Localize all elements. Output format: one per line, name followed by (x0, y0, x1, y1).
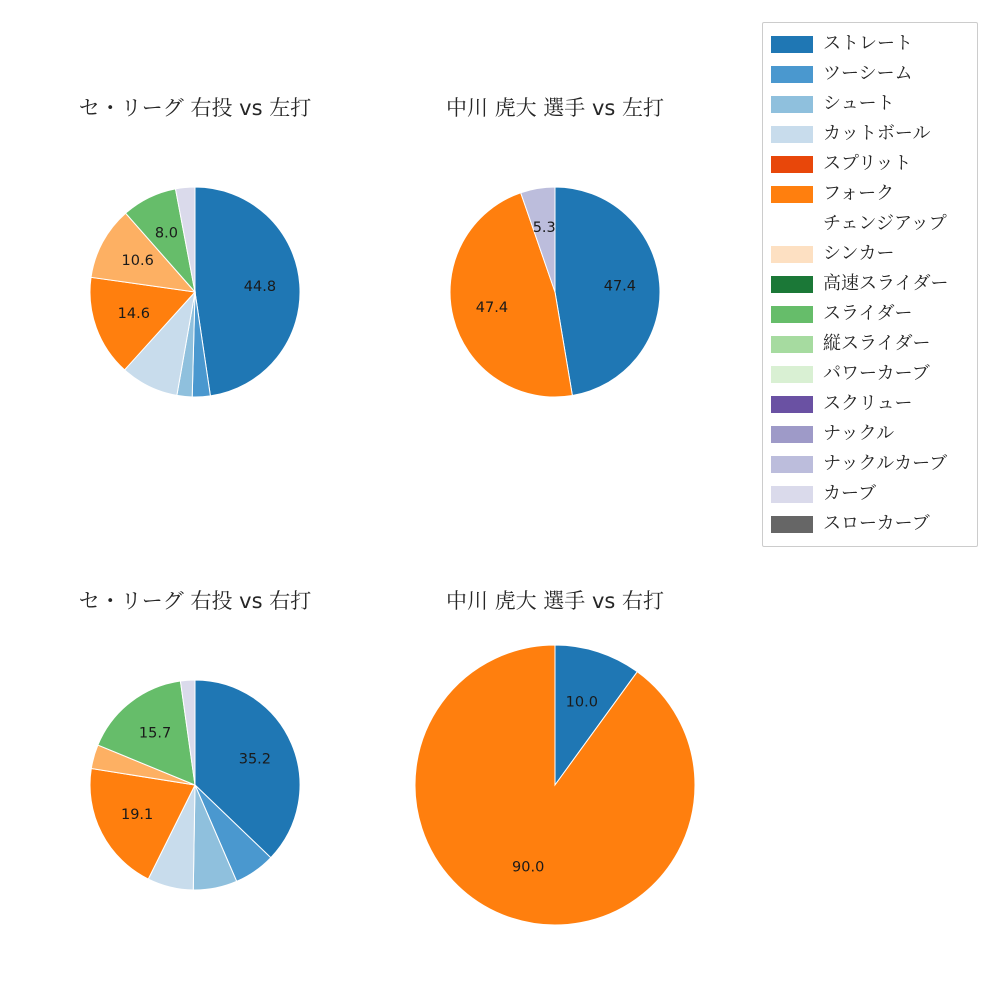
legend-item (771, 509, 969, 539)
legend-swatch-icon (771, 156, 813, 173)
legend-swatch-icon (771, 36, 813, 53)
chart-panel-1 (405, 92, 705, 472)
legend-item-label: スクリュー (823, 393, 913, 414)
legend-swatch-icon (771, 306, 813, 323)
pie-slice (415, 645, 695, 925)
legend-item-label: ツーシーム (823, 63, 913, 84)
chart-panel-2 (45, 585, 345, 965)
legend-swatch-icon (771, 276, 813, 293)
legend-item-label: パワーカーブ (823, 363, 930, 384)
legend-item (771, 209, 969, 239)
pie-slice-label: 5.3 (532, 219, 556, 236)
pitch-type-legend (762, 22, 978, 547)
legend-swatch-icon (771, 336, 813, 353)
chart-panel-0 (45, 92, 345, 472)
legend-item-label: チェンジアップ (823, 213, 947, 234)
legend-swatch-icon (771, 246, 813, 263)
legend-item-label: 縦スライダー (823, 333, 931, 354)
legend-item-label: フォーク (823, 183, 895, 204)
legend-item (771, 419, 969, 449)
legend-item (771, 179, 969, 209)
pie-slice-label: 90.0 (512, 859, 545, 876)
pie-slice-label: 35.2 (238, 751, 272, 768)
pie-slice-label: 15.7 (138, 725, 172, 742)
pie-chart-1 (405, 142, 705, 442)
legend-item (771, 89, 969, 119)
legend-item-label: シュート (823, 93, 895, 114)
legend-swatch-icon (771, 96, 813, 113)
legend-item (771, 29, 969, 59)
legend-swatch-icon (771, 216, 813, 233)
chart-title-3: 中川 虎大 選手 vs 右打 (445, 589, 665, 613)
legend-item (771, 269, 969, 299)
legend-item (771, 149, 969, 179)
legend-item-label: カットボール (823, 123, 931, 144)
chart-title-1: 中川 虎大 選手 vs 左打 (445, 96, 665, 120)
legend-item (771, 59, 969, 89)
pie-slice-label: 14.6 (117, 306, 150, 323)
legend-swatch-icon (771, 456, 813, 473)
pie-slice-label: 44.8 (243, 279, 277, 296)
legend-item (771, 299, 969, 329)
legend-item-label: ナックルカーブ (823, 453, 948, 474)
legend-item-label: 高速スライダー (823, 273, 949, 294)
pie-slice-label: 47.4 (475, 300, 509, 317)
legend-swatch-icon (771, 426, 813, 443)
legend-item-label: シンカー (823, 243, 895, 264)
legend-item (771, 359, 969, 389)
pie-chart-3 (405, 635, 705, 935)
legend-swatch-icon (771, 126, 813, 143)
legend-swatch-icon (771, 366, 813, 383)
pie-chart-0 (45, 142, 345, 442)
legend-item-label: スプリット (823, 153, 912, 174)
legend-item (771, 449, 969, 479)
legend-swatch-icon (771, 396, 813, 413)
legend-item-label: ストレート (823, 33, 913, 54)
legend-item (771, 479, 969, 509)
legend-swatch-icon (771, 186, 813, 203)
legend-item-label: スライダー (823, 303, 913, 324)
legend-swatch-icon (771, 516, 813, 533)
legend-item (771, 389, 969, 419)
legend-swatch-icon (771, 486, 813, 503)
pie-slice-label: 10.6 (121, 253, 154, 270)
pie-chart-2 (45, 635, 345, 935)
legend-item-label: スローカーブ (823, 513, 930, 534)
chart-title-0: セ・リーグ 右投 vs 左打 (78, 96, 312, 120)
chart-title-2: セ・リーグ 右投 vs 右打 (78, 589, 312, 613)
pie-slice-label: 47.4 (603, 278, 637, 295)
pie-slice-label: 8.0 (154, 225, 178, 242)
legend-item (771, 329, 969, 359)
legend-swatch-icon (771, 66, 813, 83)
legend-item-label: カーブ (823, 483, 877, 504)
pie-slice-label: 10.0 (565, 694, 598, 711)
pie-slice-label: 19.1 (120, 806, 154, 823)
legend-item (771, 239, 969, 269)
legend-item (771, 119, 969, 149)
chart-panel-3 (405, 585, 705, 965)
legend-item-label: ナックル (823, 423, 895, 444)
